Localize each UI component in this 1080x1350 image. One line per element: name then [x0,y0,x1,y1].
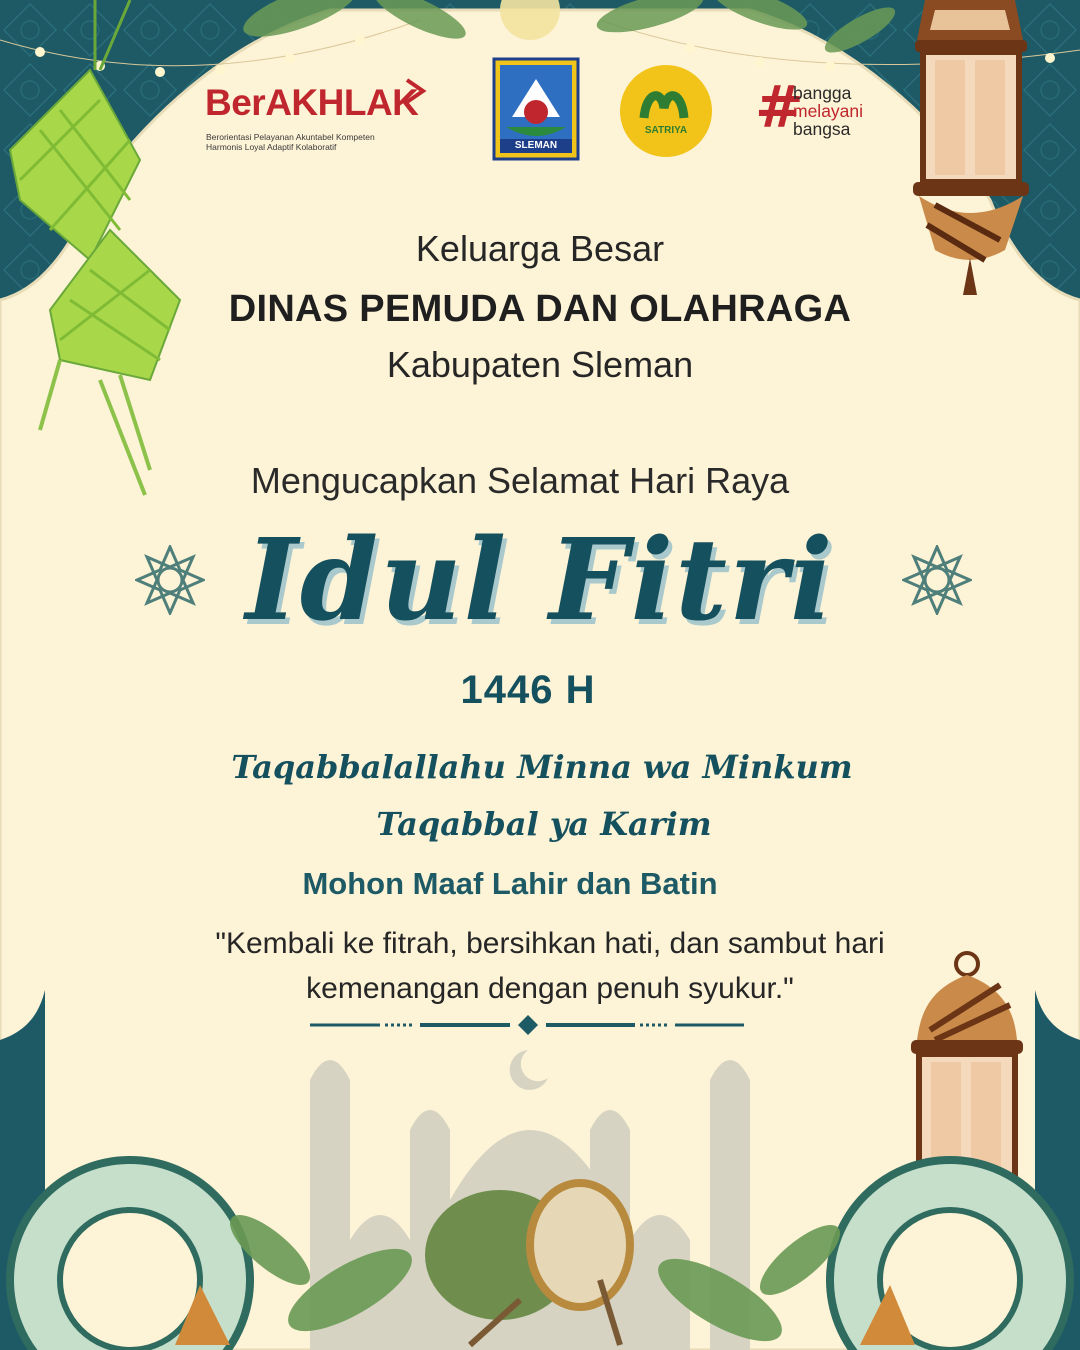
satriya-label: SATRIYA [644,125,688,136]
logo-row [0,60,1080,170]
bangga-word-3: bangsa [793,119,851,139]
hashtag-icon: # [755,73,804,141]
quote-line-1: "Kembali ke fitrah, bersihkan hati, dan sambut hari [215,927,885,960]
divider-ornament-icon [310,1012,750,1038]
bangga-melayani-logo [755,73,895,148]
berakhlak-tagline: Berorientasi Pelayanan Akuntabel Kompeten Harmonis Loyal Adaptif Kolaboratif [206,132,375,152]
bangga-word-1: bangga [793,83,852,103]
quote-line-2: kemenangan dengan penuh syukur." [306,972,794,1005]
sleman-label: SLEMAN [514,140,558,151]
agency-name: DINAS PEMUDA DAN OLAHRAGA [228,288,852,330]
family-heading: Keluarga Besar [415,228,665,269]
hijri-year: 1446 H [460,668,596,712]
satriya-emblem [616,63,716,159]
berakhlak-logo [200,72,425,152]
berakhlak-chevron-icon [405,78,427,104]
bangga-word-2: melayani [793,101,864,121]
regency-name: Kabupaten Sleman [386,344,694,385]
berakhlak-wordmark: BerAKHLAK [205,82,419,123]
satriya-badge-icon [616,63,716,159]
sleman-emblem [492,57,580,161]
prayer-line-2: Taqabbal ya Karim [376,805,712,843]
holiday-title: Idul Fitri [245,515,835,646]
floral-ornament-icon [0,1090,1080,1350]
prayer-line-1: Taqabbalallahu Minna wa Minkum [231,748,853,786]
greeting-intro: Mengucapkan Selamat Hari Raya [250,460,790,501]
apology-line: Mohon Maaf Lahir dan Batin [302,866,718,901]
quote-block [10,921,1080,1011]
